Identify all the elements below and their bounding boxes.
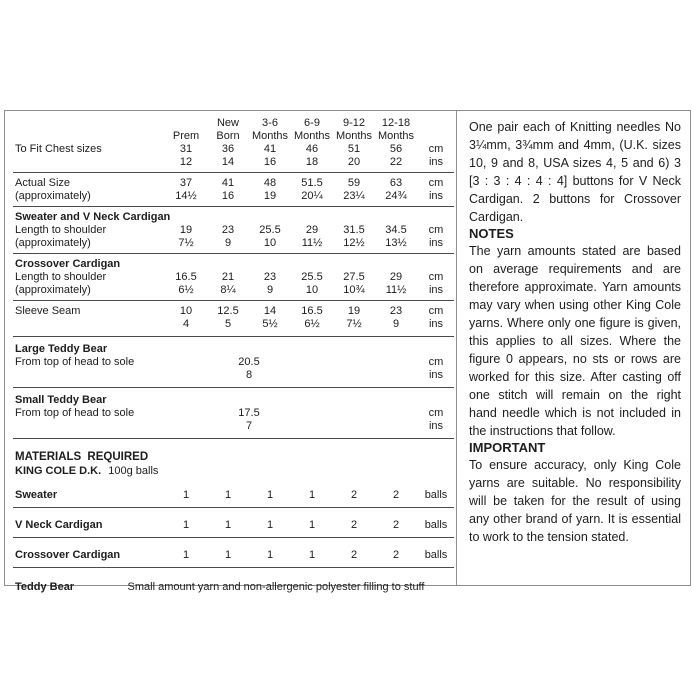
row-label: Length to shoulder [15,224,107,236]
large-bear-ins-row [15,369,456,382]
unit-label: cm [428,143,444,155]
small-bear-ins-row [15,420,456,433]
size-value: 16 [221,190,235,202]
balls-value: 2 [392,549,400,561]
size-value: 22 [389,156,403,168]
size-value: 19 [263,190,277,202]
size-value: 10 [179,305,193,317]
balls-value: 1 [308,489,316,501]
balls-value: 1 [308,549,316,561]
yarn-brand-line [15,465,456,478]
size-value: 48 [263,177,277,189]
materials-vneck-row [15,519,456,533]
size-value: 18 [305,156,319,168]
row-label [15,130,165,143]
row-label: From top of head to sole [15,407,135,419]
unit-label: ins [428,237,444,249]
column-header: Months [335,130,373,142]
size-value: 14 [263,305,277,317]
size-value: 41 [263,143,277,155]
actual-size-cm-row [15,177,456,190]
size-value: 63 [389,177,403,189]
column-header: Born [216,130,240,142]
unit-label: ins [428,156,444,168]
divider-rule [13,172,454,173]
size-value: 12.5 [217,305,239,317]
column-header: Months [377,130,415,142]
size-value: 34.5 [385,224,407,236]
size-value: 31.5 [343,224,365,236]
size-value: 8¼ [220,284,236,296]
row-label [15,369,165,382]
balls-value: 1 [308,519,316,531]
table-header-row-top [15,117,456,130]
notes-paragraph: The yarn amounts stated are based on average requirements and are therefore approximate. Yarn amounts may vary when using other King Cole yarns. Where only one figure is given, this applies to all sizes. Where the figure 0 appears, no sts or rows are worked for this size. After casting off one stitch will remain on the right hand needle which is not included in the instructions that follow. [469,244,681,438]
size-value: 23 [389,305,403,317]
balls-value: 2 [350,489,358,501]
section-title-small-bear: Small Teddy Bear [15,394,107,406]
size-value: 11½ [385,284,407,296]
size-value: 14 [221,156,235,168]
row-label: Sleeve Seam [15,305,81,317]
row-label [15,420,165,433]
materials-crossover-row [15,549,456,563]
balls-value: 2 [392,519,400,531]
crossover-length-cm-row [15,271,456,284]
size-value: 10 [263,237,277,249]
divider-rule [13,300,454,301]
row-label: V Neck Cardigan [15,519,103,531]
size-value: 11½ [301,237,323,249]
sweater-length-cm-row [15,224,456,237]
important-heading: IMPORTANT [469,440,546,455]
size-value: 23 [221,224,235,236]
size-value: 29 [389,271,403,283]
column-header: Months [251,130,289,142]
unit-label: balls [424,549,448,561]
unit-label: cm [428,177,444,189]
balls-value: 1 [266,489,274,501]
row-label: Length to shoulder [15,271,107,283]
unit-label: ins [428,420,444,432]
divider-rule [13,387,454,388]
size-value: 4 [182,318,190,330]
materials-teddy-row [15,581,456,594]
size-value: 31 [179,143,193,155]
row-label [15,117,165,130]
size-value: 12 [179,156,193,168]
size-value: 51 [347,143,361,155]
size-value: 25.5 [259,224,281,236]
size-value: 21 [221,271,235,283]
unit-header [417,130,455,143]
size-value: 20 [347,156,361,168]
column-header: Months [293,130,331,142]
size-value: 20.5 [238,356,260,368]
section-title-crossover: Crossover Cardigan [15,258,121,270]
unit-label: cm [428,356,444,368]
size-value: 7½ [178,237,194,249]
unit-label: cm [428,305,444,317]
size-value: 9 [266,284,274,296]
size-value: 41 [221,177,235,189]
size-chart-pane [5,111,457,593]
table-header-row-bottom [15,130,456,143]
yarn-brand: KING COLE D.K. [15,465,102,477]
balls-value: 1 [182,519,190,531]
sleeve-seam-cm-row [15,305,456,318]
size-value: 36 [221,143,235,155]
size-value: 16.5 [301,305,323,317]
materials-sweater-row [15,489,456,503]
balls-value: 2 [350,549,358,561]
divider-rule [13,537,454,538]
size-value: 13½ [385,237,407,249]
size-value: 9 [392,318,400,330]
row-label: Sweater [15,489,58,501]
size-value: 17.5 [238,407,260,419]
size-value: 20¼ [301,190,323,202]
size-value: 23 [263,271,277,283]
balls-value: 1 [224,549,232,561]
divider-rule [13,253,454,254]
size-value: 23¼ [343,190,365,202]
instructions-pane [457,111,690,585]
column-header: 6-9 [304,117,320,129]
divider-rule [13,567,454,568]
row-label: (approximately) [15,284,91,296]
notes-heading: NOTES [469,226,514,241]
size-value: 16 [263,156,277,168]
size-value: 37 [179,177,193,189]
unit-header [417,117,455,130]
column-header: 12-18 [381,117,411,129]
size-value: 10 [305,284,319,296]
section-title-sweater-vneck: Sweater and V Neck Cardigan [15,211,171,223]
size-value: 29 [305,224,319,236]
balls-value: 1 [266,519,274,531]
balls-value: 2 [350,519,358,531]
divider-rule [13,438,454,439]
size-value: 19 [347,305,361,317]
row-label: To Fit Chest sizes [15,143,102,155]
size-value: 19 [179,224,193,236]
materials-required-title: MATERIALS REQUIRED [15,451,149,463]
row-label: From top of head to sole [15,356,135,368]
size-value: 5 [224,318,232,330]
crossover-length-ins-row [15,284,456,297]
size-value: 6½ [304,318,320,330]
column-header: Prem [172,130,200,142]
column-header: New [216,117,239,129]
yarn-brand-note: 100g balls [108,465,159,477]
row-label [15,318,165,331]
row-label [15,156,165,169]
balls-value: 1 [224,489,232,501]
chest-cm-row [15,143,456,156]
size-value: 5½ [262,318,278,330]
chest-ins-row [15,156,456,169]
size-value: 8 [245,369,253,381]
needles-buttons-paragraph: One pair each of Knitting needles No 3¼mm, 3¾mm and 4mm, (U.K. sizes 10, 9 and 8, USA sizes 4, 5 and 6) 3 [3 : 3 : 4 : 4 : 4] buttons for V Neck Cardigan. 2 buttons for Crossover Cardigan. [469,120,681,224]
balls-value: 1 [182,489,190,501]
unit-label: balls [424,519,448,531]
row-label: Teddy Bear [15,581,75,593]
small-bear-cm-row [15,407,456,420]
balls-value: 1 [224,519,232,531]
pattern-info-sheet [4,110,691,593]
teddy-materials-note: Small amount yarn and non-allergenic polyester filling to stuff [127,581,425,593]
size-value: 9 [224,237,232,249]
size-value: 14½ [175,190,197,202]
unit-label: cm [428,407,444,419]
column-header: 9-12 [342,117,366,129]
unit-label: ins [428,284,444,296]
column-header [165,117,207,130]
column-header: 3-6 [262,117,278,129]
balls-value: 1 [182,549,190,561]
important-paragraph: To ensure accuracy, only King Cole yarns are suitable. No responsibility will be taken for the result of using any other brand of yarn. It is essential to work to the tension stated. [469,458,681,544]
balls-value: 1 [266,549,274,561]
size-value: 12½ [343,237,365,249]
divider-rule [13,336,454,337]
unit-label: ins [428,190,444,202]
size-value: 7 [245,420,253,432]
unit-label: ins [428,318,444,330]
size-value: 7½ [346,318,362,330]
sleeve-seam-ins-row [15,318,456,331]
row-label: Actual Size [15,177,71,189]
size-value: 27.5 [343,271,365,283]
size-value: 10¾ [343,284,365,296]
sweater-length-ins-row [15,237,456,250]
size-value: 25.5 [301,271,323,283]
size-value: 6½ [178,284,194,296]
size-value: 51.5 [301,177,323,189]
size-value: 16.5 [175,271,197,283]
unit-label: balls [424,489,448,501]
unit-label: ins [428,369,444,381]
size-value: 46 [305,143,319,155]
unit-label: cm [428,224,444,236]
size-value: 24¾ [385,190,407,202]
section-title-large-bear: Large Teddy Bear [15,343,108,355]
divider-rule [13,507,454,508]
actual-size-ins-row [15,190,456,203]
size-value: 56 [389,143,403,155]
unit-label: cm [428,271,444,283]
large-bear-cm-row [15,356,456,369]
divider-rule [13,206,454,207]
size-value: 59 [347,177,361,189]
row-label: (approximately) [15,237,91,249]
balls-value: 2 [392,489,400,501]
row-label: Crossover Cardigan [15,549,121,561]
row-label: (approximately) [15,190,91,202]
